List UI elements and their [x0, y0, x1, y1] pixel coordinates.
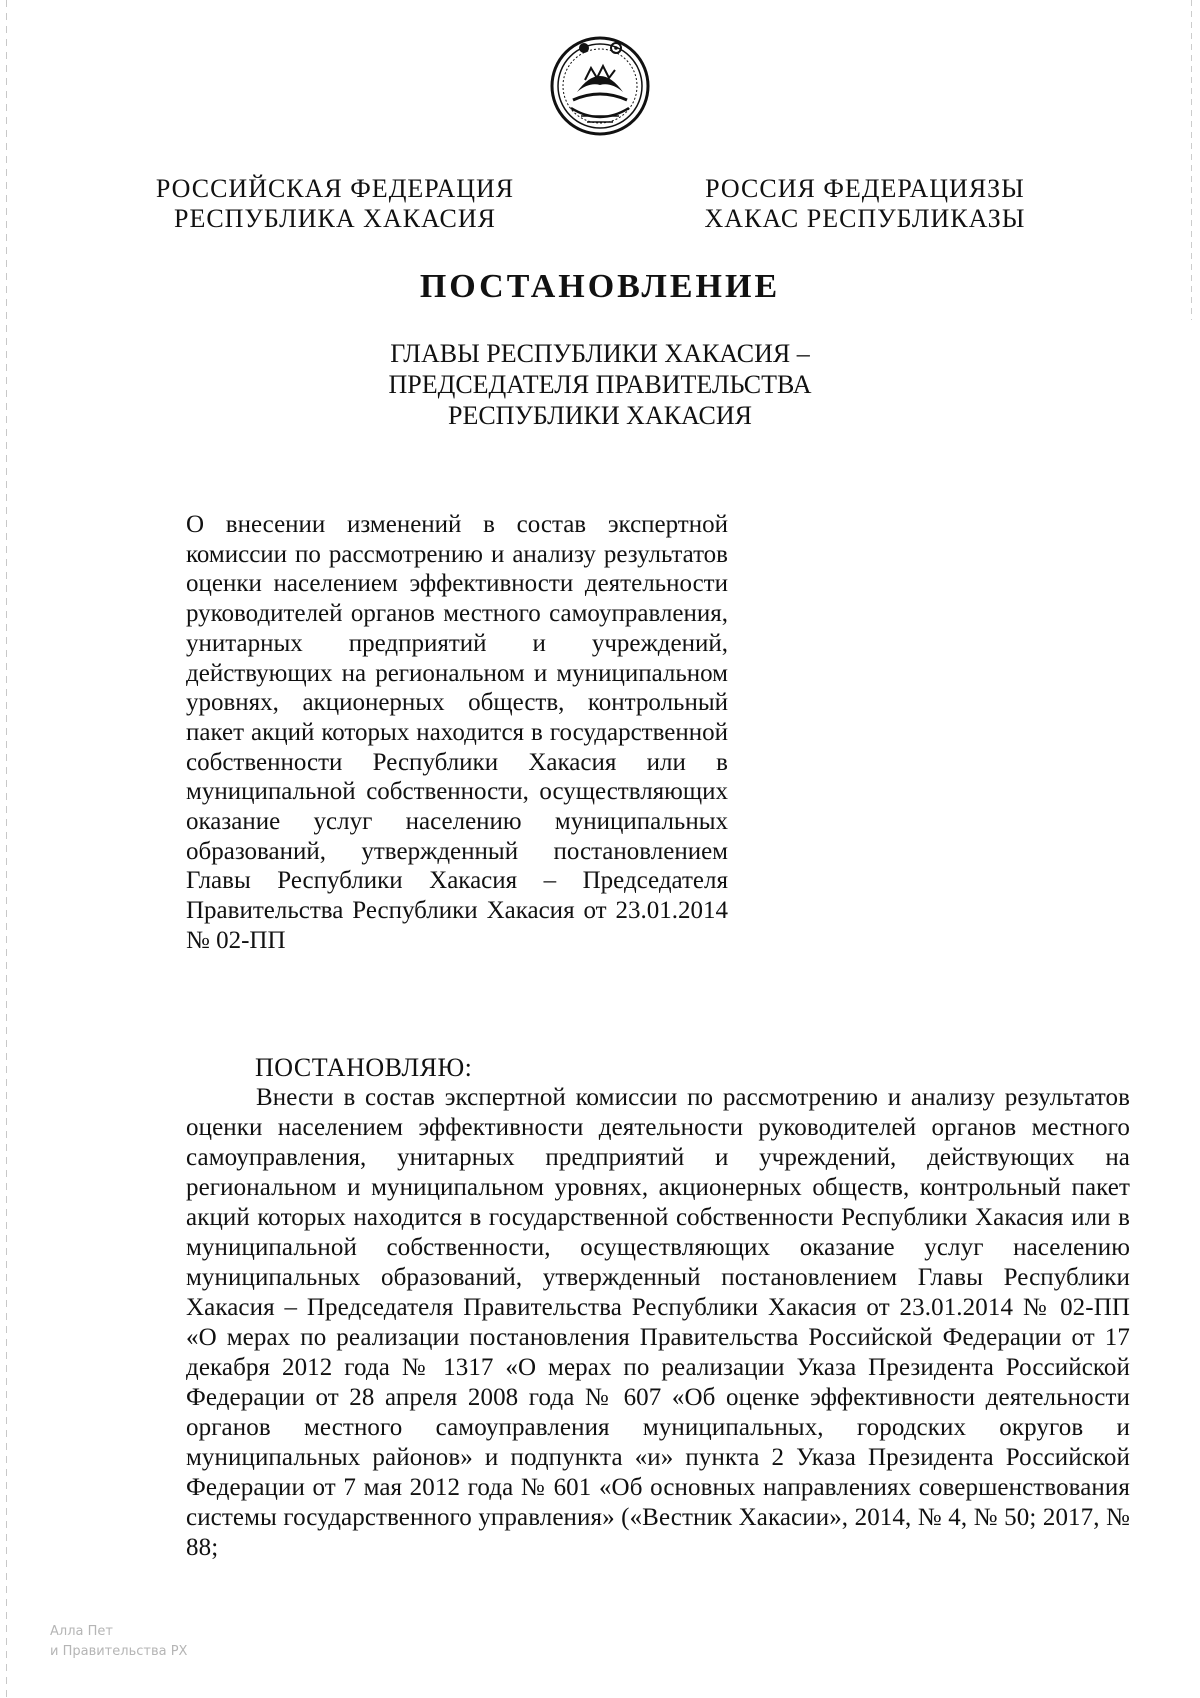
decree-word: ПОСТАНОВЛЯЮ:	[255, 1053, 473, 1082]
issuer-line-2: ПРЕДСЕДАТЕЛЯ ПРАВИТЕЛЬСТВА	[388, 370, 812, 399]
stamp-line-2: и Правительства РХ	[50, 1644, 188, 1659]
document-type-title: ПОСТАНОВЛЕНИЕ	[419, 268, 781, 305]
scan-edge-left	[6, 0, 7, 1698]
header-left-line-1: РОССИЙСКАЯ ФЕДЕРАЦИЯ	[155, 174, 515, 203]
issuer-block	[330, 338, 870, 431]
body-paragraph: Внести в состав экспертной комиссии по рассмотрению и анализу результатов оценки населением эффективности деятельности руководителей органов местного самоуправления, унитарных предприятий и учреждений, действующих на региональном и муниципальном уровнях, акционерных обществ, контрольный пакет акций которых находится в государственной собственности Республики Хакасия или в муниципальной собственности, осуществляющих оказание услуг населению муниципальных образований, утвержденный постановлением Главы Республики Хакасия – Председателя Правительства Республики Хакасия от 23.01.2014 № 02-ПП «О мерах по реализации постановления Правительства Российской Федерации от 17 декабря 2012 года № 1317 «О мерах по реализации Указа Президента Российской Федерации от 28 апреля 2008 года № 607 «Об оценке эффективности деятельности органов местного самоуправления муниципальных, городских округов и муниципальных районов» и подпункта «и» пункта 2 Указа Президента Российской Федерации от 7 мая 2012 года № 601 «Об основных направлениях совершенствования системы государственного управления» («Вестник Хакасии», 2014, № 4, № 50; 2017, № 88;	[186, 1084, 1130, 1561]
header-right-line-1: РОССИЯ ФЕДЕРАЦИЯЗЫ	[705, 174, 1025, 203]
header-left-line-2: РЕСПУБЛИКА ХАКАСИЯ	[173, 204, 496, 233]
issuer-line-3: РЕСПУБЛИКИ ХАКАСИЯ	[447, 401, 752, 430]
header-right-line-2: ХАКАС РЕСПУБЛИКАЗЫ	[704, 204, 1026, 233]
stamp-line-1: Алла Пет	[50, 1624, 113, 1639]
signature-stamp	[50, 1622, 210, 1662]
coat-of-arms-icon	[547, 30, 653, 142]
header-right	[680, 174, 1050, 234]
header-left	[150, 174, 520, 234]
issuer-line-1: ГЛАВЫ РЕСПУБЛИКИ ХАКАСИЯ –	[390, 339, 810, 368]
document-subject: О внесении изменений в состав экспертной комиссии по рассмотрению и анализу результатов оценки населением эффективности деятельности руководителей органов местного самоуправления, унитарных предприятий и учреждений, действующих на региональном и муниципальном уровнях, акционерных обществ, контрольный пакет акций которых находится в государственной собственности Республики Хакасия или в муниципальной собственности, осуществляющих оказание услуг населению муниципальных образований, утвержденный постановлением Главы Республики Хакасия – Председателя Правительства Республики Хакасия от 23.01.2014 № 02-ПП	[186, 511, 728, 954]
